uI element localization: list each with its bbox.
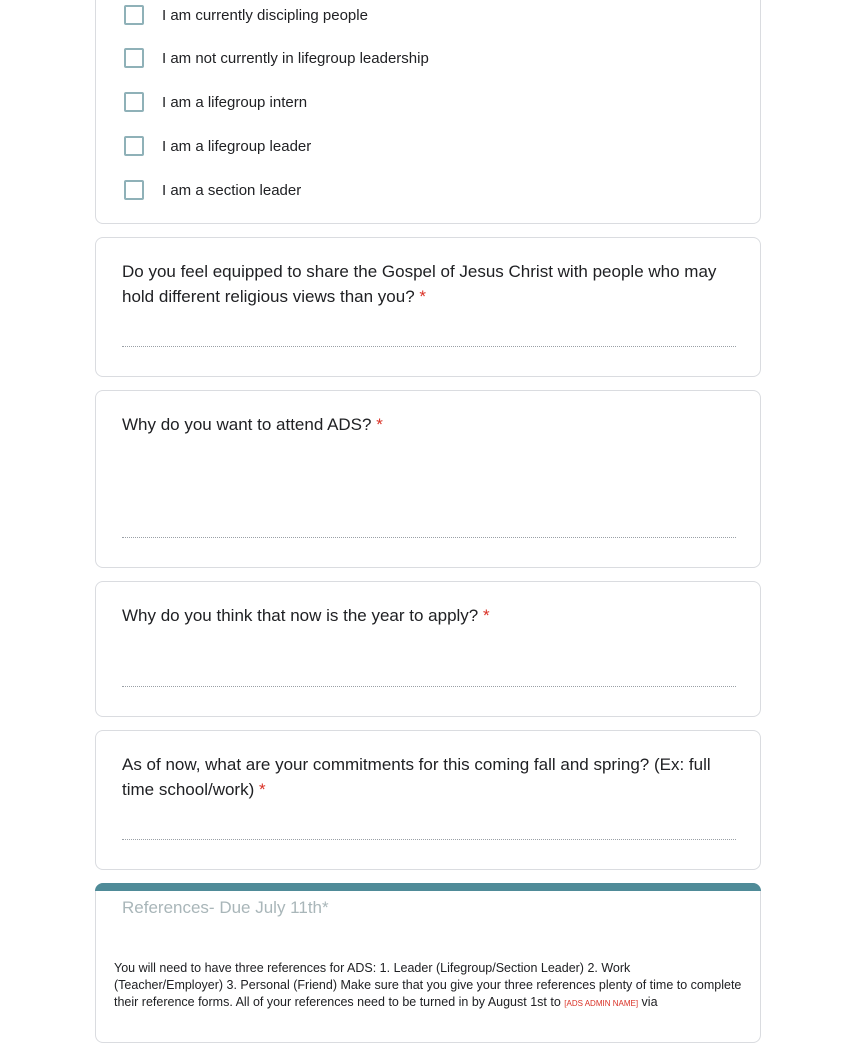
question-text: As of now, what are your commitments for this coming fall and spring? (Ex: full time school/work): [122, 755, 711, 799]
checkbox[interactable]: [124, 5, 144, 25]
option-label: I am currently discipling people: [162, 6, 368, 24]
answer-input[interactable]: [122, 346, 736, 347]
question-text: Why do you think that now is the year to apply?: [122, 606, 479, 625]
checkbox[interactable]: [124, 48, 144, 68]
checkbox[interactable]: [124, 136, 144, 156]
section-accent-bar: [95, 883, 761, 891]
section-title: References- Due July 11th*: [122, 898, 329, 917]
option-label: I am a section leader: [162, 181, 302, 199]
option-not-leadership[interactable]: [124, 48, 429, 68]
option-discipling[interactable]: [124, 5, 368, 25]
answer-input[interactable]: [122, 839, 736, 840]
description-text: You will need to have three references for ADS: 1. Leader (Lifegroup/Section Leader) 2. Work (Teacher/Employer) 3. Personal (Friend) Make sure that you give your three references plenty of time to complete their reference forms. All of your references need to be turned in by August 1st to: [114, 961, 742, 1009]
description-text-end: via: [641, 995, 658, 1009]
question-title: [122, 603, 736, 628]
required-asterisk: *: [419, 287, 427, 306]
section-description: [114, 960, 742, 1012]
option-section-leader[interactable]: [124, 180, 301, 200]
required-asterisk: *: [376, 415, 383, 434]
question-card-gospel: [95, 237, 761, 377]
checkbox[interactable]: [124, 92, 144, 112]
admin-name-placeholder: [ADS ADMIN NAME]: [564, 999, 639, 1008]
question-card-why-attend: [95, 390, 761, 568]
answer-input[interactable]: [122, 686, 736, 687]
option-label: I am a lifegroup leader: [162, 137, 312, 155]
option-label: I am a lifegroup intern: [162, 93, 308, 111]
checkbox[interactable]: [124, 180, 144, 200]
checkbox-question-card: [95, 0, 761, 224]
question-text: Do you feel equipped to share the Gospel of Jesus Christ with people who may hold different religious views than you?: [122, 262, 717, 306]
question-card-commitments: [95, 730, 761, 870]
required-asterisk: *: [483, 606, 490, 625]
question-title: [122, 259, 736, 309]
required-asterisk: *: [259, 780, 266, 799]
question-text: Why do you want to attend ADS?: [122, 415, 372, 434]
question-card-why-now: [95, 581, 761, 717]
option-leader[interactable]: [124, 136, 311, 156]
option-label: I am not currently in lifegroup leadership: [162, 49, 429, 67]
answer-input[interactable]: [122, 537, 736, 538]
option-intern[interactable]: [124, 92, 307, 112]
question-title: [122, 412, 736, 437]
section-card-references: [95, 883, 761, 1043]
question-title: [122, 752, 736, 802]
